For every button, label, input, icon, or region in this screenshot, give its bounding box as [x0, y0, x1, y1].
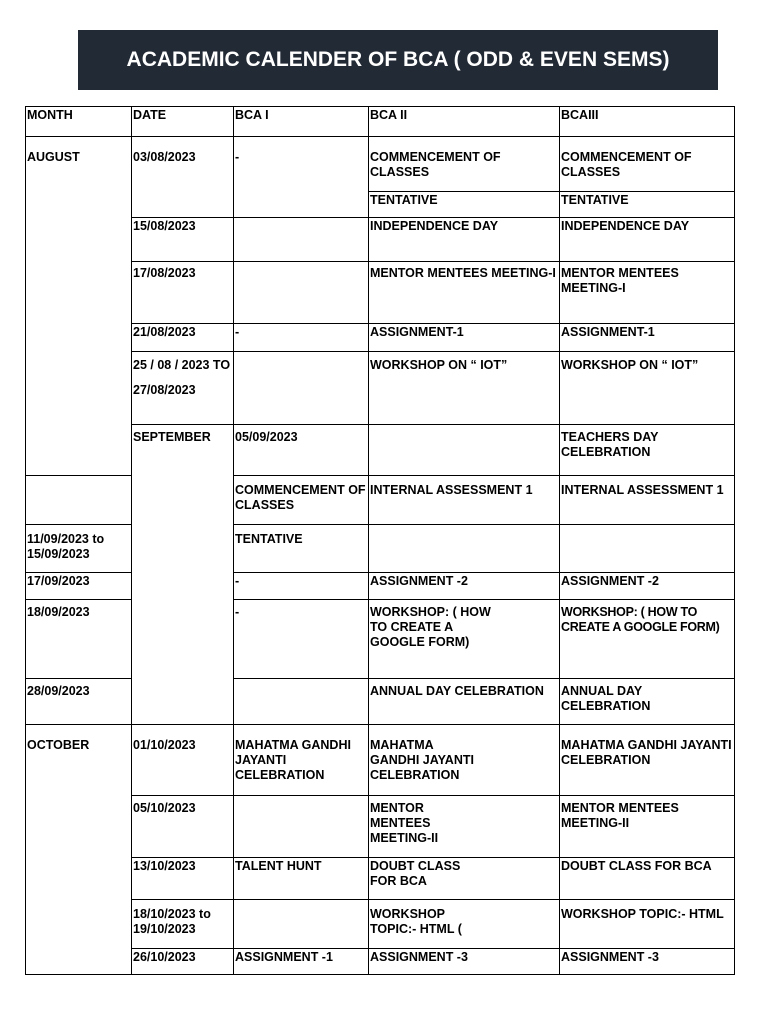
bca2-cell: ANNUAL DAY CELEBRATION — [369, 679, 560, 725]
date-cell: 18/09/2023 — [26, 600, 132, 679]
bca3-cell — [560, 525, 735, 573]
bca3-cell: DOUBT CLASS FOR BCA — [560, 858, 735, 900]
bca3-cell: ASSIGNMENT -2 — [560, 573, 735, 600]
bca2-cell: WORKSHOP TOPIC:- HTML ( — [369, 900, 560, 949]
bca3-cell: ASSIGNMENT -3 — [560, 949, 735, 975]
header-month: MONTH — [26, 107, 132, 137]
bca3-cell: TENTATIVE — [560, 192, 735, 218]
page-title: ACADEMIC CALENDER OF BCA ( ODD & EVEN SEMS) — [78, 30, 718, 90]
header-bca3: BCAIII — [560, 107, 735, 137]
bca1-cell: ASSIGNMENT -1 — [234, 949, 369, 975]
bca2-cell: COMMENCEMENT OF CLASSES — [369, 137, 560, 192]
bca1-cell: - — [234, 600, 369, 679]
bca3-cell: ANNUAL DAY CELEBRATION — [560, 679, 735, 725]
bca1-cell: TENTATIVE — [234, 525, 369, 573]
table-row — [26, 796, 735, 858]
bca3-cell: WORKSHOP ON “ IOT” — [560, 352, 735, 425]
table-row — [26, 352, 735, 425]
date-range-start: 25 / 08 / 2023 TO — [133, 358, 231, 372]
bca3-cell: COMMENCEMENT OF CLASSES — [560, 137, 735, 192]
date-cell: 15/08/2023 — [132, 218, 234, 262]
date-cell: 28/09/2023 — [26, 679, 132, 725]
month-cell-october: OCTOBER — [26, 725, 132, 975]
bca3-cell: INDEPENDENCE DAY — [560, 218, 735, 262]
date-cell: 13/10/2023 — [132, 858, 234, 900]
bca1-cell: - — [234, 137, 369, 218]
table-header-row — [26, 107, 735, 137]
date-cell: 17/09/2023 — [26, 573, 132, 600]
table-row — [26, 900, 735, 949]
bca1-cell: TALENT HUNT — [234, 858, 369, 900]
bca1-cell — [234, 262, 369, 324]
bca1-cell: - — [234, 573, 369, 600]
month-cell-september: SEPTEMBER — [132, 425, 234, 725]
table-row — [26, 137, 735, 192]
bca2-cell: INDEPENDENCE DAY — [369, 218, 560, 262]
table-row — [26, 949, 735, 975]
bca3-cell: ASSIGNMENT-1 — [560, 324, 735, 352]
table-row — [26, 262, 735, 324]
bca1-cell — [234, 352, 369, 425]
header-bca1: BCA I — [234, 107, 369, 137]
bca1-cell — [234, 679, 369, 725]
bca2-cell: ASSIGNMENT -3 — [369, 949, 560, 975]
header-bca2: BCA II — [369, 107, 560, 137]
bca2-cell: MENTOR MENTEES MEETING-II — [369, 796, 560, 858]
bca3-cell: MENTOR MENTEES MEETING-I — [560, 262, 735, 324]
date-cell: 26/10/2023 — [132, 949, 234, 975]
bca1-cell — [234, 218, 369, 262]
date-cell: 05/09/2023 — [234, 425, 369, 476]
bca1-cell: COMMENCEMENT OF CLASSES — [234, 476, 369, 525]
bca3-cell: INTERNAL ASSESSMENT 1 — [560, 476, 735, 525]
bca2-cell: INTERNAL ASSESSMENT 1 — [369, 476, 560, 525]
table-row — [26, 425, 735, 476]
bca3-cell: WORKSHOP TOPIC:- HTML — [560, 900, 735, 949]
table-row — [26, 324, 735, 352]
bca2-cell: MENTOR MENTEES MEETING-I — [369, 262, 560, 324]
academic-calendar-table — [25, 106, 735, 975]
table-row — [26, 725, 735, 796]
bca3-cell: WORKSHOP: ( HOW TO CREATE A GOOGLE FORM) — [560, 600, 735, 679]
bca2-cell: ASSIGNMENT -2 — [369, 573, 560, 600]
header-date: DATE — [132, 107, 234, 137]
bca2-cell: TENTATIVE — [369, 192, 560, 218]
date-range-end: 27/08/2023 — [133, 383, 196, 397]
date-cell: 01/10/2023 — [132, 725, 234, 796]
bca1-cell — [234, 900, 369, 949]
bca2-cell: MAHATMA GANDHI JAYANTI CELEBRATION — [369, 725, 560, 796]
bca3-cell: MAHATMA GANDHI JAYANTI CELEBRATION — [560, 725, 735, 796]
bca1-cell: - — [234, 324, 369, 352]
date-cell — [132, 352, 234, 425]
date-cell: 05/10/2023 — [132, 796, 234, 858]
date-cell: 03/08/2023 — [132, 137, 234, 218]
date-cell: 18/10/2023 to 19/10/2023 — [132, 900, 234, 949]
date-cell: 17/08/2023 — [132, 262, 234, 324]
month-cell-august: AUGUST — [26, 137, 132, 476]
bca2-cell: WORKSHOP: ( HOW TO CREATE A GOOGLE FORM) — [369, 600, 560, 679]
bca1-cell: MAHATMA GANDHI JAYANTI CELEBRATION — [234, 725, 369, 796]
bca3-cell: MENTOR MENTEES MEETING-II — [560, 796, 735, 858]
bca2-cell — [369, 525, 560, 573]
bca2-cell: TEACHERS DAY CELEBRATION — [560, 425, 735, 476]
date-cell: 21/08/2023 — [132, 324, 234, 352]
date-cell — [26, 476, 132, 525]
date-cell: 11/09/2023 to 15/09/2023 — [26, 525, 132, 573]
bca1-cell — [234, 796, 369, 858]
bca2-cell: WORKSHOP ON “ IOT” — [369, 352, 560, 425]
table-row — [26, 858, 735, 900]
bca2-cell: DOUBT CLASS FOR BCA — [369, 858, 560, 900]
table-row — [26, 218, 735, 262]
bca2-cell: ASSIGNMENT-1 — [369, 324, 560, 352]
bca1-cell — [369, 425, 560, 476]
